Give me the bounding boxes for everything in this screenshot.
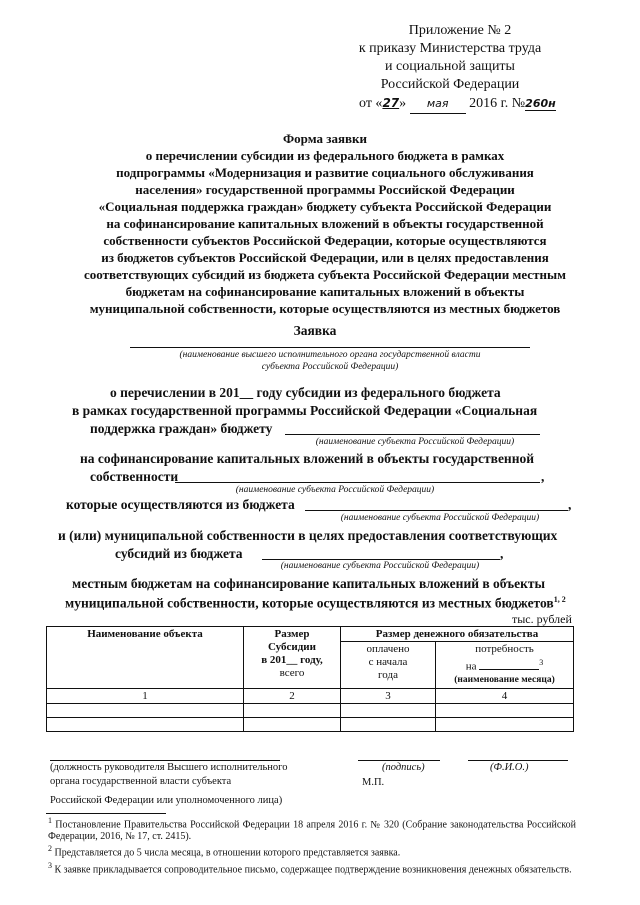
position-caption <box>50 761 287 808</box>
footnote-num: 2 <box>48 844 52 854</box>
appendix-line-4: Российской Федерации <box>380 77 520 92</box>
table-cell: 4 <box>436 688 574 703</box>
table-cell: 2 <box>244 688 341 703</box>
form-title <box>40 130 610 317</box>
authority-line <box>130 347 530 348</box>
footnote-ref: 1, 2 <box>553 595 566 604</box>
request-p10-text: муниципальной собственности, которые осуществляются из местных бюджетов <box>65 595 554 611</box>
form-title-line: «Социальная поддержка граждан» бюджету субъекта Российской Федерации <box>98 199 552 214</box>
date-day: 27 <box>382 96 400 110</box>
col-need-month <box>439 656 570 674</box>
footnote-num: 1 <box>48 816 52 825</box>
request-p5: собственности <box>90 469 179 484</box>
form-title-line: бюджетам на софинансирование капитальных вложений в объекты <box>125 284 525 299</box>
footnote-2 <box>48 843 576 859</box>
subject-line-1 <box>285 434 540 435</box>
table-cell <box>341 703 436 717</box>
appendix-line-3: и социальной защиты <box>385 59 515 74</box>
form-title-heading: Форма заявки <box>283 131 367 146</box>
authority-caption-1: (наименование высшего исполнительного органа государственной власти <box>179 350 481 360</box>
subject-line-4 <box>262 559 500 560</box>
table-cell <box>436 717 574 731</box>
comma: , <box>500 546 504 561</box>
request-p6: которые осуществляются из бюджета <box>66 497 295 512</box>
table-cell: 1 <box>47 688 244 703</box>
date-sep: » <box>399 96 407 111</box>
request-p4: на софинансирование капитальных вложений в объекты государственной <box>80 451 535 466</box>
footnote-text: Представляется до 5 числа месяца, в отношении которого представляется заявка. <box>54 847 401 859</box>
form-title-line: из бюджетов субъектов Российской Федерации, или в целях предоставления <box>101 250 549 265</box>
col-subsidy-size <box>244 627 341 689</box>
col-need-label: потребность <box>475 643 534 655</box>
form-title-line: о перечислении субсидии из федерального бюджета в рамках <box>145 148 505 163</box>
col-obligation-label: Размер денежного обязательства <box>375 628 539 640</box>
request-title: Заявка <box>293 323 337 338</box>
col-paid <box>341 642 436 689</box>
form-title-line: собственности субъектов Российской Федерации, которые осуществляются <box>103 233 547 248</box>
footnote-1 <box>48 815 576 843</box>
col-object-name <box>47 627 244 689</box>
footnote-ref: 3 <box>539 658 544 667</box>
footnote-num: 3 <box>48 860 52 870</box>
table-row <box>47 717 574 731</box>
fio-caption: (Ф.И.О.) <box>490 762 529 773</box>
form-title-line: на софинансирование капитальных вложений в объекты государственной <box>106 216 544 231</box>
date-prefix: от « <box>359 96 383 111</box>
subject-caption-1: (наименование субъекта Российской Федерации) <box>315 437 515 447</box>
request-p7: и (или) муниципальной собственности в целях предоставления соответствующих <box>58 528 558 543</box>
units-label: тыс. рублей <box>512 612 572 626</box>
subject-caption-2: (наименование субъекта Российской Федерации) <box>235 485 435 495</box>
col-obligation <box>341 627 574 642</box>
table-cell <box>244 703 341 717</box>
date-number: 260н <box>525 97 556 110</box>
authority-caption-2: субъекта Российской Федерации) <box>261 362 399 372</box>
footnote-3 <box>48 860 576 876</box>
table-cell <box>47 703 244 717</box>
subject-caption-4: (наименование субъекта Российской Федерации) <box>280 561 480 571</box>
col-paid-label: с начала <box>368 656 408 668</box>
footnotes <box>48 815 576 876</box>
date-month: мая <box>410 95 466 114</box>
col-need-label: (наименование месяца) <box>454 674 555 685</box>
position-caption-line: (должность руководителя Высшего исполнительного <box>50 762 288 773</box>
comma: , <box>541 469 545 484</box>
comma: , <box>568 497 572 512</box>
table-cell: 3 <box>341 688 436 703</box>
request-p1: о перечислении в 201__ году субсидии из федерального бюджета <box>110 385 501 400</box>
col-need-label: на <box>465 660 477 673</box>
objects-table <box>46 626 574 732</box>
table-cell <box>47 717 244 731</box>
table-cell <box>341 717 436 731</box>
footnote-divider <box>46 813 166 814</box>
table-cell <box>244 717 341 731</box>
sign-caption: (подпись) <box>382 762 425 773</box>
appendix-date <box>359 94 556 114</box>
col-object-name-label: Наименование объекта <box>87 628 203 640</box>
subject-line-2 <box>175 482 540 483</box>
position-caption-line: органа государственной власти субъекта <box>50 776 232 787</box>
col-subsidy-label: Субсидии <box>268 641 316 653</box>
footnote-text: К заявке прикладывается сопроводительное письмо, содержащее подтверждение возникновения денежных обязательств. <box>54 863 572 875</box>
request-p10 <box>65 591 566 612</box>
footnote-text: Постановление Правительства Российской Федерации 18 апреля 2016 г. № 320 (Собрание законодательства Российской Федерации, 2016, № 17, ст. 2415). <box>48 819 577 843</box>
form-title-line: муниципальной собственности, которые осуществляются из местных бюджетов <box>89 301 561 316</box>
col-need <box>436 642 574 689</box>
table-row <box>47 688 574 703</box>
appendix-block <box>330 22 560 94</box>
form-title-line: населения» государственной программы Российской Федерации <box>135 182 515 197</box>
subject-line-3 <box>305 510 568 511</box>
table-row <box>47 703 574 717</box>
appendix-line-2: к приказу Министерства труда <box>358 41 542 56</box>
col-subsidy-label: в 201__ году, <box>261 654 323 666</box>
table-cell <box>436 703 574 717</box>
request-p3: поддержка граждан» бюджету <box>90 421 273 436</box>
stamp-place: М.П. <box>362 777 385 788</box>
col-paid-label: оплачено <box>366 643 410 655</box>
date-year: 2016 г. № <box>469 96 526 111</box>
subject-caption-3: (наименование субъекта Российской Федерации) <box>340 513 540 523</box>
form-title-line: подпрограммы «Модернизация и развитие социального обслуживания <box>116 165 534 180</box>
col-subsidy-label: всего <box>279 667 305 679</box>
form-title-line: соответствующих субсидий из бюджета субъекта Российской Федерации местным <box>84 267 566 282</box>
request-p8: субсидий из бюджета <box>115 546 243 561</box>
appendix-line-1: Приложение № 2 <box>408 23 512 38</box>
request-p2: в рамках государственной программы Российской Федерации «Социальная <box>72 403 538 418</box>
col-paid-label: года <box>378 669 398 681</box>
position-caption-line: Российской Федерации или уполномоченного лица) <box>50 795 283 806</box>
col-subsidy-label: Размер <box>274 628 310 640</box>
request-p9: местным бюджетам на софинансирование капитальных вложений в объекты <box>72 576 546 591</box>
